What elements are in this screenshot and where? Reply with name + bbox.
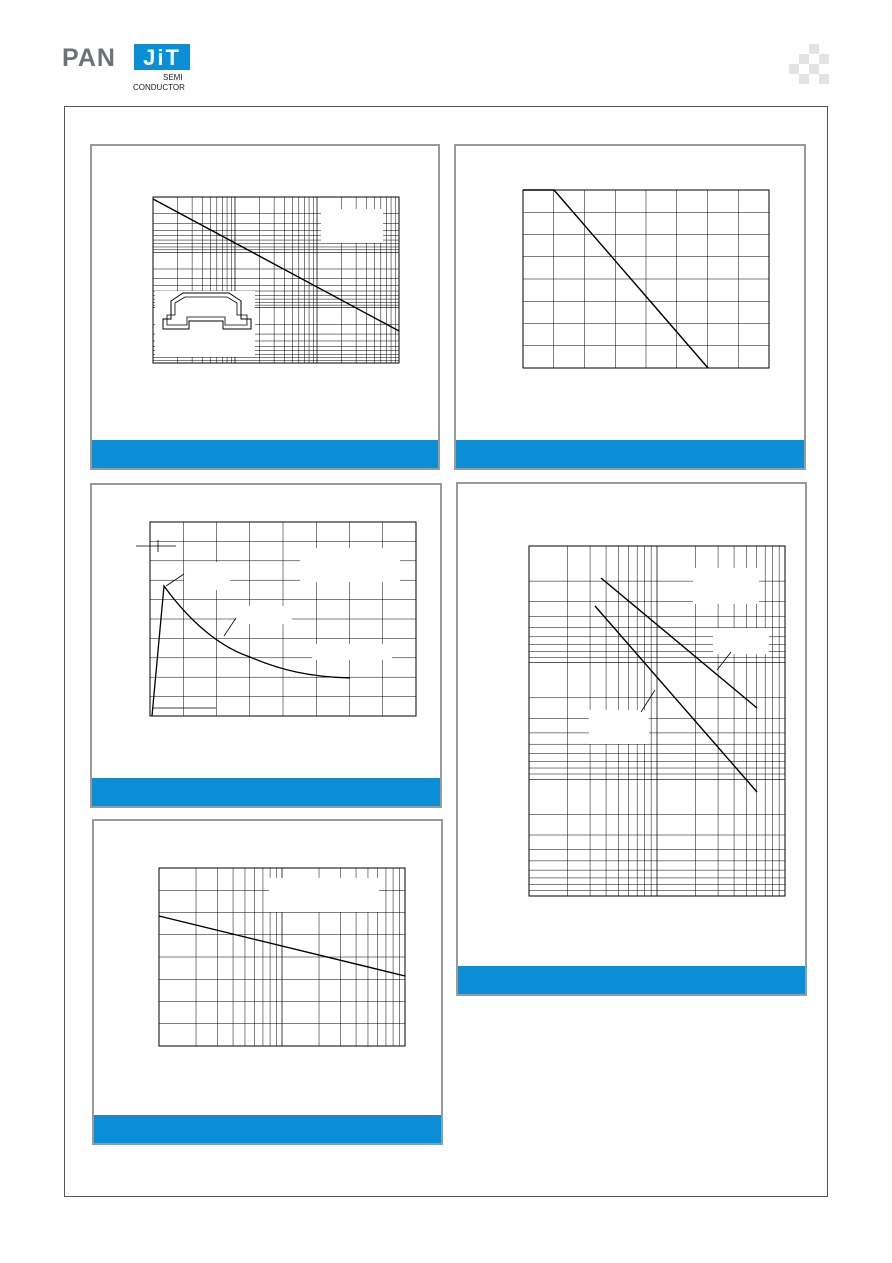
legend-box-3a	[300, 548, 400, 582]
panjit-logo	[62, 40, 192, 92]
legend-box-3b	[312, 644, 392, 660]
series-1-arrow	[717, 652, 731, 670]
chart-2-plot	[523, 190, 769, 368]
legend-box-1	[321, 209, 383, 243]
chart-1-plot	[153, 197, 399, 363]
logo-sub-semi: SEMI	[163, 73, 183, 82]
decay-arrow	[224, 618, 236, 636]
chart-caption-3	[92, 778, 440, 806]
logo-brand-right: JiT	[134, 44, 190, 70]
checker-decoration-icon	[788, 44, 830, 86]
chart-caption-2	[456, 440, 804, 468]
package-outline-icon	[155, 291, 255, 357]
label-box-3a	[184, 562, 230, 590]
series-2-arrow	[641, 690, 655, 712]
chart-5-plot	[529, 546, 785, 896]
logo-sub-conductor: CONDUCTOR	[133, 83, 185, 92]
label-box-3b	[236, 606, 292, 624]
legend-box-5b	[713, 628, 769, 654]
legend-box-5a	[693, 568, 759, 604]
legend-box-4	[269, 878, 379, 912]
chart-4-plot	[159, 868, 405, 1046]
chart-caption-1	[92, 440, 438, 468]
legend-box-5c	[589, 710, 649, 744]
chart-caption-4	[458, 966, 805, 994]
chart-3-plot	[150, 522, 416, 716]
chart-caption-5	[94, 1115, 441, 1143]
logo-brand-left: PAN	[62, 44, 116, 72]
